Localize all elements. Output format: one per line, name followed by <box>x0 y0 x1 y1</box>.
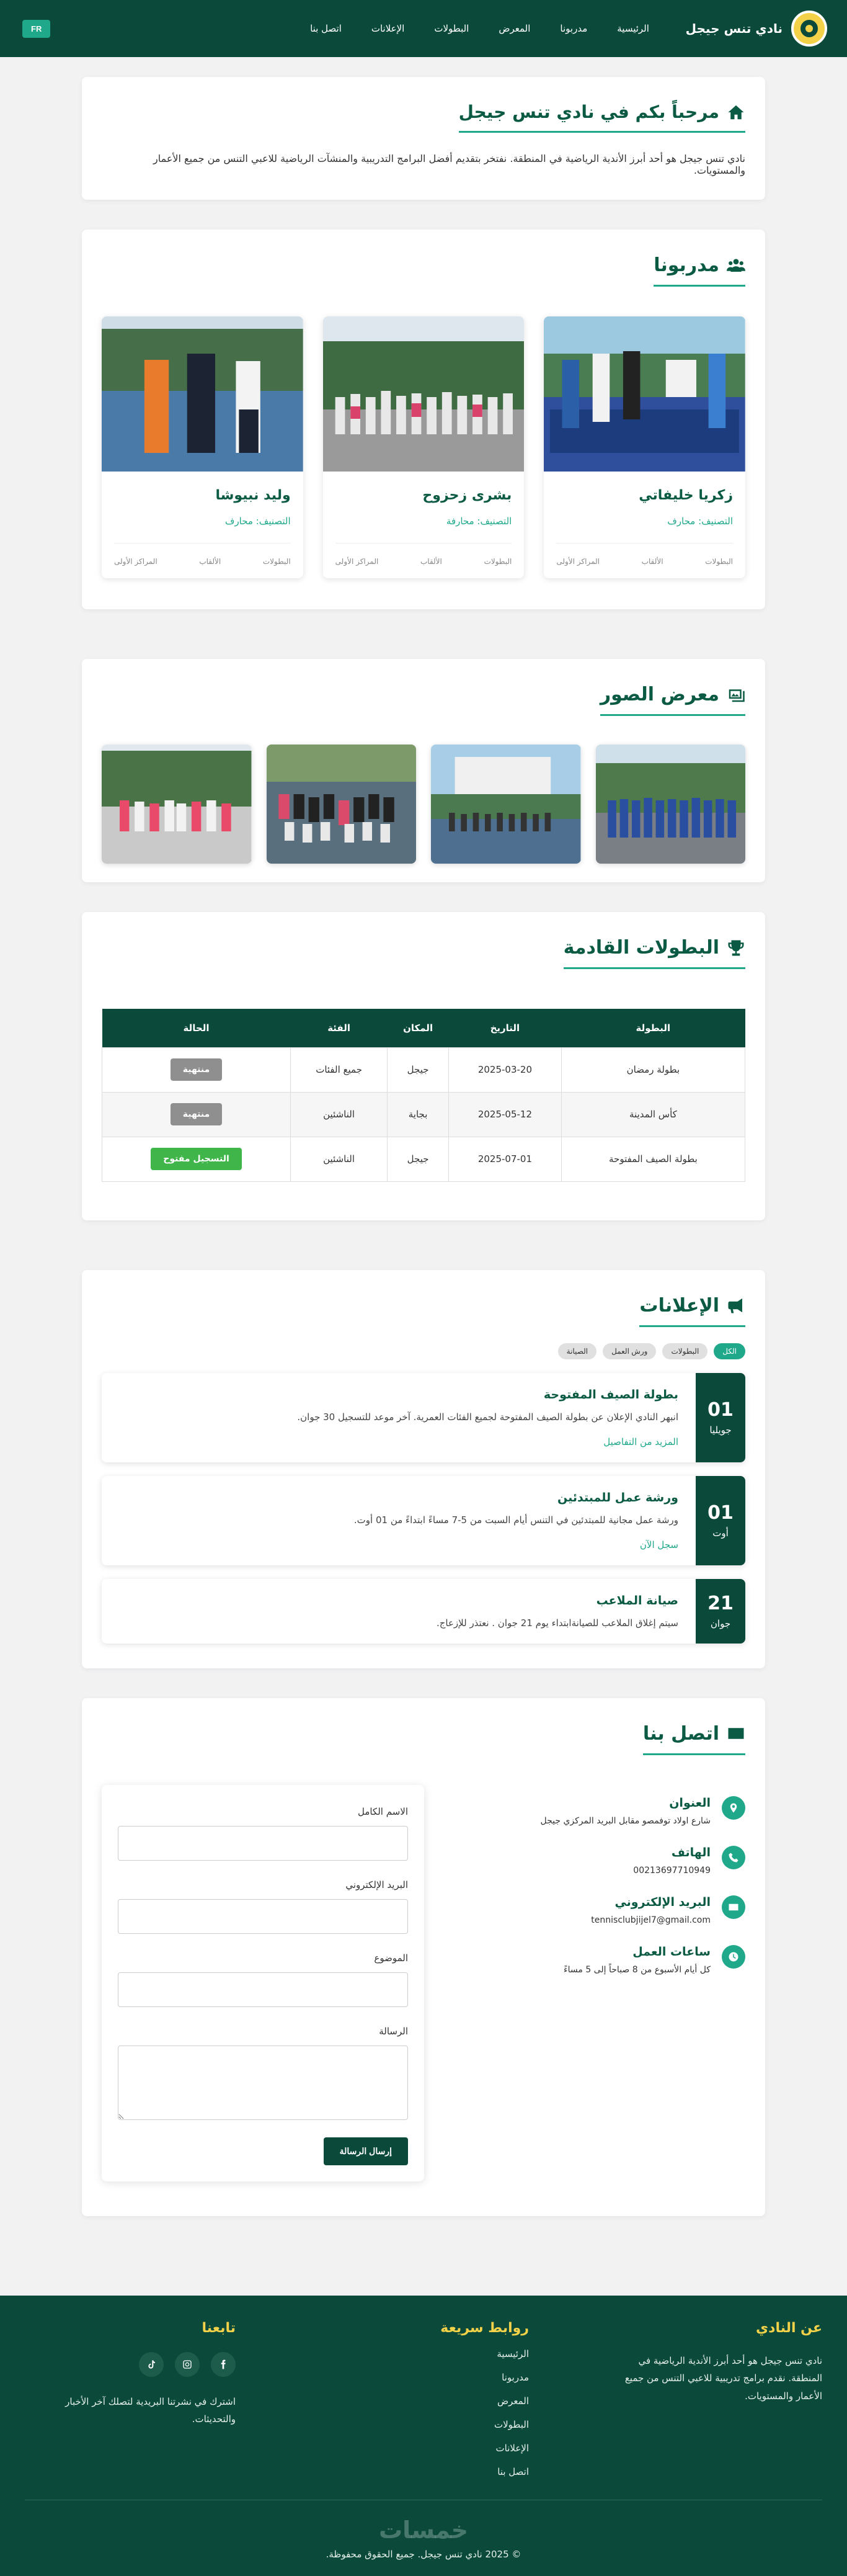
tournament-date: 2025-03-20 <box>449 1047 562 1092</box>
phone-icon <box>722 1846 745 1869</box>
watermark: خمسات <box>379 2516 468 2544</box>
envelope-icon <box>722 1895 745 1919</box>
filter-workshops[interactable]: ورش العمل <box>603 1343 656 1359</box>
coach-card <box>102 316 303 578</box>
tournament-name: كأس المدينة <box>561 1092 745 1137</box>
users-icon <box>727 256 745 275</box>
coach-name: بشرى زحزوح <box>422 488 512 503</box>
announcement-card <box>102 1476 745 1565</box>
footer-link-coaches[interactable]: مدربونا <box>502 2371 529 2383</box>
message-label: الرسالة <box>379 2025 408 2037</box>
status-badge: منتهية <box>171 1103 223 1125</box>
name-input[interactable] <box>118 1826 408 1861</box>
message-textarea[interactable] <box>118 2046 408 2120</box>
gallery-image[interactable] <box>431 745 581 864</box>
footer-follow-title: تابعنا <box>202 2320 236 2336</box>
coach-stat-tournaments: البطولات <box>262 557 291 566</box>
table-row <box>102 1047 745 1092</box>
table-header: المكان <box>388 1009 449 1047</box>
coach-stats <box>114 543 291 566</box>
table-row <box>102 1137 745 1181</box>
gallery-image[interactable] <box>267 745 417 864</box>
tournaments-section <box>82 912 765 1220</box>
tournaments-table <box>102 1009 745 1182</box>
coach-stat-titles: الألقاب <box>199 557 221 566</box>
nav-link-contact[interactable]: اتصل بنا <box>310 23 342 34</box>
coaches-title: مدربونا <box>654 254 745 287</box>
envelope-icon <box>727 1724 745 1743</box>
coach-card <box>323 316 525 578</box>
announcement-register-link[interactable]: سجل الآن <box>639 1539 678 1550</box>
tournament-category: جميع الفئات <box>291 1047 388 1092</box>
announcement-more-link[interactable]: المزيد من التفاصيل <box>603 1436 678 1447</box>
footer-link-tournaments[interactable]: البطولات <box>494 2418 529 2430</box>
coach-stat-first-places: المراكز الأولى <box>113 557 157 566</box>
announcement-month: أوت <box>712 1527 729 1539</box>
coach-photo <box>102 316 303 472</box>
social-links <box>25 2352 236 2377</box>
tournament-place: بجاية <box>388 1092 449 1137</box>
contact-info-value: كل أيام الأسبوع من 8 صباحاً إلى 5 مساءً <box>564 1964 711 1975</box>
navbar <box>0 0 847 57</box>
coach-stat-titles: الألقاب <box>641 557 663 566</box>
welcome-section <box>82 77 765 200</box>
contact-info-title: البريد الإلكتروني <box>614 1895 711 1909</box>
register-open-button[interactable]: التسجيل مفتوح <box>151 1148 242 1170</box>
coach-stat-tournaments: البطولات <box>705 557 733 566</box>
footer-link-home[interactable]: الرئيسية <box>497 2348 529 2359</box>
status-badge: منتهية <box>171 1058 223 1081</box>
home-icon <box>727 103 745 122</box>
nav-link-home[interactable]: الرئيسية <box>617 23 649 34</box>
coach-rank: التصنيف: محارف <box>667 516 733 527</box>
location-icon <box>722 1796 745 1820</box>
table-header: الحالة <box>102 1009 291 1047</box>
nav-link-gallery[interactable]: المعرض <box>499 23 531 34</box>
contact-info-title: ساعات العمل <box>632 1944 711 1959</box>
footer-link-gallery[interactable]: المعرض <box>497 2395 529 2407</box>
copyright-text: © 2025 نادي تنس جيجل. جميع الحقوق محفوظة. <box>326 2548 521 2560</box>
nav-links <box>310 23 649 34</box>
tournament-date: 2025-05-12 <box>449 1092 562 1137</box>
tournament-place: جيجل <box>388 1047 449 1092</box>
footer-about <box>611 2320 822 2490</box>
filter-maintenance[interactable]: الصيانة <box>558 1343 596 1359</box>
coach-card <box>544 316 745 578</box>
table-header: التاريخ <box>449 1009 562 1047</box>
contact-title: اتصل بنا <box>643 1723 745 1755</box>
coach-stats <box>556 543 733 566</box>
coach-rank: التصنيف: محارفة <box>446 516 512 527</box>
coach-name: زكريا خليفاتي <box>639 488 733 503</box>
announcement-card <box>102 1373 745 1462</box>
filter-tournaments[interactable]: البطولات <box>662 1343 707 1359</box>
table-row <box>102 1092 745 1137</box>
welcome-text: نادي تنس جيجل هو أحد أبرز الأندية الرياضية في المنطقة. نفتخر بتقديم أفضل البرامج التدريبية والمنشآت الرياضية للاعبي التنس من جميع الأعمار والمستويات. <box>153 153 745 176</box>
facebook-icon[interactable] <box>211 2352 236 2377</box>
contact-info-value[interactable]: 00213697710949 <box>633 1865 711 1876</box>
table-header: البطولة <box>561 1009 745 1047</box>
subject-input[interactable] <box>118 1972 408 2007</box>
contact-info-value: شارع اولاد توفمصو مقابل البريد المركزي جيجل <box>540 1815 711 1826</box>
coach-stat-titles: الألقاب <box>420 557 442 566</box>
filter-all[interactable]: الكل <box>714 1343 745 1359</box>
contact-section <box>82 1698 765 2216</box>
megaphone-icon <box>727 1296 745 1315</box>
language-toggle-button[interactable]: FR <box>22 20 50 38</box>
announcement-day: 21 <box>707 1593 734 1614</box>
tournament-date: 2025-07-01 <box>449 1137 562 1181</box>
announcement-title: بطولة الصيف المفتوحة <box>543 1387 678 1402</box>
announcement-card <box>102 1579 745 1644</box>
footer-links-title: روابط سريعة <box>440 2320 529 2336</box>
gallery-section <box>82 659 765 882</box>
announcement-text: سيتم إغلاق الملاعب للصيانةابتداء يوم 21 جوان . نعتذر للإزعاج. <box>436 1617 678 1629</box>
footer-about-text: نادي تنس جيجل هو أحد أبرز الأندية الرياضية في المنطقة. نقدم برامج تدريبية للاعبي التنس من جميع الأعمار والمستويات. <box>624 2355 822 2402</box>
tournament-category: الناشئين <box>291 1092 388 1137</box>
announcement-date <box>696 1373 745 1462</box>
announcements-section <box>82 1270 765 1668</box>
announcements-title: الإعلانات <box>639 1295 745 1327</box>
coach-photo <box>544 316 745 472</box>
announcement-month: جويليا <box>709 1424 732 1436</box>
footer-follow <box>25 2320 236 2490</box>
footer <box>0 2296 847 2576</box>
announcement-day: 01 <box>707 1502 734 1524</box>
footer-link-announcements[interactable]: الإعلانات <box>495 2442 529 2454</box>
coach-stat-tournaments: البطولات <box>484 557 512 566</box>
nav-link-announcements[interactable]: الإعلانات <box>371 23 405 34</box>
announcement-date <box>696 1476 745 1565</box>
club-logo <box>791 11 827 47</box>
nav-link-coaches[interactable]: مدربونا <box>560 23 588 34</box>
coaches-section <box>82 230 765 609</box>
gallery-image[interactable] <box>596 745 746 864</box>
send-message-button[interactable]: إرسال الرسالة <box>324 2137 408 2165</box>
tournament-name: بطولة رمضان <box>561 1047 745 1092</box>
footer-bottom <box>25 2500 822 2560</box>
table-header-row <box>102 1009 745 1047</box>
brand[interactable] <box>686 11 827 47</box>
tournaments-title: البطولات القادمة <box>564 937 745 969</box>
announcement-text: انبهر النادي الإعلان عن بطولة الصيف المفتوحة لجميع الفئات العمرية. آخر موعد للتسجيل 30 جوان. <box>297 1411 678 1423</box>
coach-name: وليد نبيوشا <box>215 488 291 503</box>
tournament-category: الناشئين <box>291 1137 388 1181</box>
announcement-text: ورشة عمل مجانية للمبتدئين في التنس أيام السبت من 5-7 مساءً ابتداءً من 01 أوت. <box>353 1514 678 1526</box>
contact-info-title: العنوان <box>669 1796 711 1810</box>
tournament-name: بطولة الصيف المفتوحة <box>561 1137 745 1181</box>
images-icon <box>727 686 745 704</box>
announcement-title: ورشة عمل للمبتدئين <box>557 1490 678 1505</box>
coach-stat-first-places: المراكز الأولى <box>556 557 600 566</box>
announcement-date <box>696 1579 745 1644</box>
coach-photo <box>323 316 525 472</box>
subject-label: الموضوع <box>374 1952 408 1964</box>
clock-icon <box>722 1945 745 1969</box>
table-header: الفئة <box>291 1009 388 1047</box>
footer-quick-links <box>318 2320 529 2490</box>
announcement-filters <box>102 1343 745 1359</box>
contact-form <box>102 1785 424 2181</box>
coach-stat-first-places: المراكز الأولى <box>335 557 379 566</box>
contact-info-title: الهاتف <box>671 1845 711 1859</box>
coach-stats <box>335 543 512 566</box>
announcement-month: جوان <box>710 1618 731 1629</box>
contact-info-list <box>466 1785 745 2181</box>
trophy-icon <box>727 939 745 957</box>
brand-name: نادي تنس جيجل <box>685 21 783 36</box>
coach-list <box>102 316 745 578</box>
announcement-title: صيانة الملاعب <box>596 1593 678 1608</box>
tournament-place: جيجل <box>388 1137 449 1181</box>
coach-rank: التصنيف: محارف <box>224 516 291 527</box>
gallery-title: معرض الصور <box>600 684 745 716</box>
footer-follow-text: اشترك في نشرتنا البريدية لتصلك آخر الأخبار والتحديثات. <box>65 2395 236 2425</box>
nav-link-tournaments[interactable]: البطولات <box>434 23 469 34</box>
gallery-grid <box>102 745 745 864</box>
gallery-image[interactable] <box>102 745 252 864</box>
email-input[interactable] <box>118 1899 408 1934</box>
contact-info-item <box>466 1846 745 1876</box>
contact-info-item <box>466 1895 745 1925</box>
footer-about-title: عن النادي <box>756 2320 822 2336</box>
tiktok-icon[interactable] <box>139 2352 164 2377</box>
welcome-title: مرحباً بكم في نادي تنس جيجل <box>459 102 745 133</box>
name-label: الاسم الكامل <box>357 1805 408 1817</box>
contact-info-item <box>466 1796 745 1826</box>
announcement-day: 01 <box>707 1399 734 1421</box>
email-label: البريد الإلكتروني <box>345 1879 408 1890</box>
footer-link-contact[interactable]: اتصل بنا <box>497 2466 529 2477</box>
contact-info-item <box>466 1945 745 1975</box>
contact-info-value[interactable]: tennisclubjijel7@gmail.com <box>591 1915 711 1925</box>
instagram-icon[interactable] <box>175 2352 200 2377</box>
